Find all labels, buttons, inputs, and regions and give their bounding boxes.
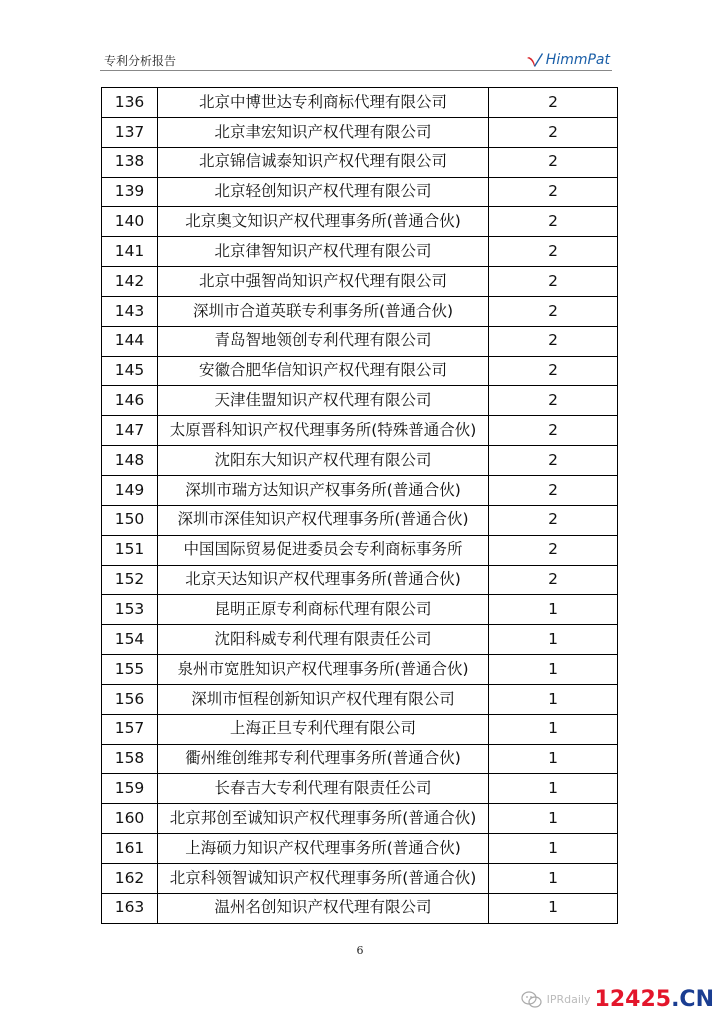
patent-count: 2: [489, 356, 618, 386]
patent-count: 1: [489, 774, 618, 804]
report-title: 专利分析报告: [104, 54, 177, 68]
agency-name: 深圳市合道英联专利事务所(普通合伙): [158, 296, 489, 326]
row-number: 148: [102, 446, 158, 476]
agency-name: 北京邦创至诚知识产权代理事务所(普通合伙): [158, 804, 489, 834]
row-number: 152: [102, 565, 158, 595]
row-number: 153: [102, 595, 158, 625]
patent-count: 2: [489, 267, 618, 297]
table-row: [102, 296, 618, 326]
patent-count: 1: [489, 714, 618, 744]
patent-count: 1: [489, 684, 618, 714]
agency-name: 泉州市宽胜知识产权代理事务所(普通合伙): [158, 655, 489, 685]
table-row: [102, 655, 618, 685]
row-number: 136: [102, 88, 158, 118]
row-number: 157: [102, 714, 158, 744]
agency-name: 长春吉大专利代理有限责任公司: [158, 774, 489, 804]
wechat-icon: [521, 991, 543, 1009]
agency-name: 北京中博世达专利商标代理有限公司: [158, 88, 489, 118]
patent-count: 2: [489, 237, 618, 267]
table-row: [102, 893, 618, 923]
agency-name: 深圳市深佳知识产权代理事务所(普通合伙): [158, 505, 489, 535]
table-row: [102, 117, 618, 147]
table-row: [102, 595, 618, 625]
row-number: 140: [102, 207, 158, 237]
row-number: 137: [102, 117, 158, 147]
row-number: 150: [102, 505, 158, 535]
watermark-site-domain: .CN: [671, 987, 714, 1012]
table-row: [102, 475, 618, 505]
agency-name: 天津佳盟知识产权代理有限公司: [158, 386, 489, 416]
table-row: [102, 834, 618, 864]
himmpat-logo-icon: [526, 52, 544, 68]
row-number: 151: [102, 535, 158, 565]
patent-count: 1: [489, 893, 618, 923]
patent-count: 2: [489, 296, 618, 326]
watermark-handle: IPRdaily: [546, 993, 591, 1006]
agency-name: 北京轻创知识产权代理有限公司: [158, 177, 489, 207]
patent-count: 2: [489, 117, 618, 147]
watermark: [521, 987, 714, 1012]
agency-name: 深圳市瑞方达知识产权事务所(普通合伙): [158, 475, 489, 505]
row-number: 141: [102, 237, 158, 267]
row-number: 158: [102, 744, 158, 774]
agency-name: 北京锦信诚泰知识产权代理有限公司: [158, 147, 489, 177]
table-row: [102, 625, 618, 655]
table-row: [102, 386, 618, 416]
watermark-site: [595, 987, 714, 1012]
table-row: [102, 535, 618, 565]
row-number: 155: [102, 655, 158, 685]
row-number: 147: [102, 416, 158, 446]
agency-name: 北京聿宏知识产权代理有限公司: [158, 117, 489, 147]
row-number: 149: [102, 475, 158, 505]
agency-name: 温州名创知识产权代理有限公司: [158, 893, 489, 923]
row-number: 142: [102, 267, 158, 297]
agency-name: 上海硕力知识产权代理事务所(普通合伙): [158, 834, 489, 864]
table-row: [102, 416, 618, 446]
patent-count: 2: [489, 147, 618, 177]
agency-name: 昆明正原专利商标代理有限公司: [158, 595, 489, 625]
table-row: [102, 804, 618, 834]
row-number: 144: [102, 326, 158, 356]
row-number: 139: [102, 177, 158, 207]
table-row: [102, 326, 618, 356]
patent-count: 2: [489, 446, 618, 476]
row-number: 138: [102, 147, 158, 177]
table-row: [102, 565, 618, 595]
row-number: 162: [102, 863, 158, 893]
table-row: [102, 774, 618, 804]
table-row: [102, 147, 618, 177]
table-row: [102, 267, 618, 297]
patent-count: 1: [489, 804, 618, 834]
patent-count: 2: [489, 535, 618, 565]
agency-name: 安徽合肥华信知识产权代理有限公司: [158, 356, 489, 386]
patent-count: 2: [489, 386, 618, 416]
agency-name: 衢州维创维邦专利代理事务所(普通合伙): [158, 744, 489, 774]
table-row: [102, 505, 618, 535]
agency-name: 上海正旦专利代理有限公司: [158, 714, 489, 744]
row-number: 156: [102, 684, 158, 714]
page-header: [100, 50, 612, 71]
table-row: [102, 446, 618, 476]
agency-name: 沈阳东大知识产权代理有限公司: [158, 446, 489, 476]
agency-name: 北京奥文知识产权代理事务所(普通合伙): [158, 207, 489, 237]
patent-count: 1: [489, 655, 618, 685]
patent-count: 2: [489, 88, 618, 118]
agency-name: 沈阳科威专利代理有限责任公司: [158, 625, 489, 655]
row-number: 145: [102, 356, 158, 386]
agency-name: 北京律智知识产权代理有限公司: [158, 237, 489, 267]
agency-table-body: [102, 88, 618, 924]
agency-name: 青岛智地领创专利代理有限公司: [158, 326, 489, 356]
patent-count: 2: [489, 207, 618, 237]
table-row: [102, 177, 618, 207]
patent-count: 1: [489, 863, 618, 893]
agency-name: 北京天达知识产权代理事务所(普通合伙): [158, 565, 489, 595]
row-number: 161: [102, 834, 158, 864]
table-row: [102, 207, 618, 237]
himmpat-logo: [526, 50, 610, 70]
agency-table: [101, 87, 618, 924]
row-number: 159: [102, 774, 158, 804]
table-row: [102, 744, 618, 774]
row-number: 154: [102, 625, 158, 655]
agency-name: 中国国际贸易促进委员会专利商标事务所: [158, 535, 489, 565]
row-number: 146: [102, 386, 158, 416]
patent-count: 1: [489, 744, 618, 774]
patent-count: 2: [489, 565, 618, 595]
agency-name: 北京科领智诚知识产权代理事务所(普通合伙): [158, 863, 489, 893]
agency-name: 深圳市恒程创新知识产权代理有限公司: [158, 684, 489, 714]
table-row: [102, 237, 618, 267]
watermark-site-number: 12425: [594, 987, 672, 1012]
table-row: [102, 714, 618, 744]
patent-count: 2: [489, 475, 618, 505]
row-number: 160: [102, 804, 158, 834]
table-row: [102, 88, 618, 118]
patent-count: 1: [489, 834, 618, 864]
row-number: 163: [102, 893, 158, 923]
table-row: [102, 863, 618, 893]
row-number: 143: [102, 296, 158, 326]
patent-count: 1: [489, 595, 618, 625]
himmpat-logo-text: HimmPat: [545, 52, 610, 68]
agency-name: 太原晋科知识产权代理事务所(特殊普通合伙): [158, 416, 489, 446]
table-row: [102, 356, 618, 386]
agency-name: 北京中强智尚知识产权代理有限公司: [158, 267, 489, 297]
table-row: [102, 684, 618, 714]
patent-count: 2: [489, 416, 618, 446]
patent-count: 2: [489, 177, 618, 207]
patent-count: 2: [489, 505, 618, 535]
patent-count: 2: [489, 326, 618, 356]
patent-count: 1: [489, 625, 618, 655]
page-number: 6: [356, 944, 364, 957]
